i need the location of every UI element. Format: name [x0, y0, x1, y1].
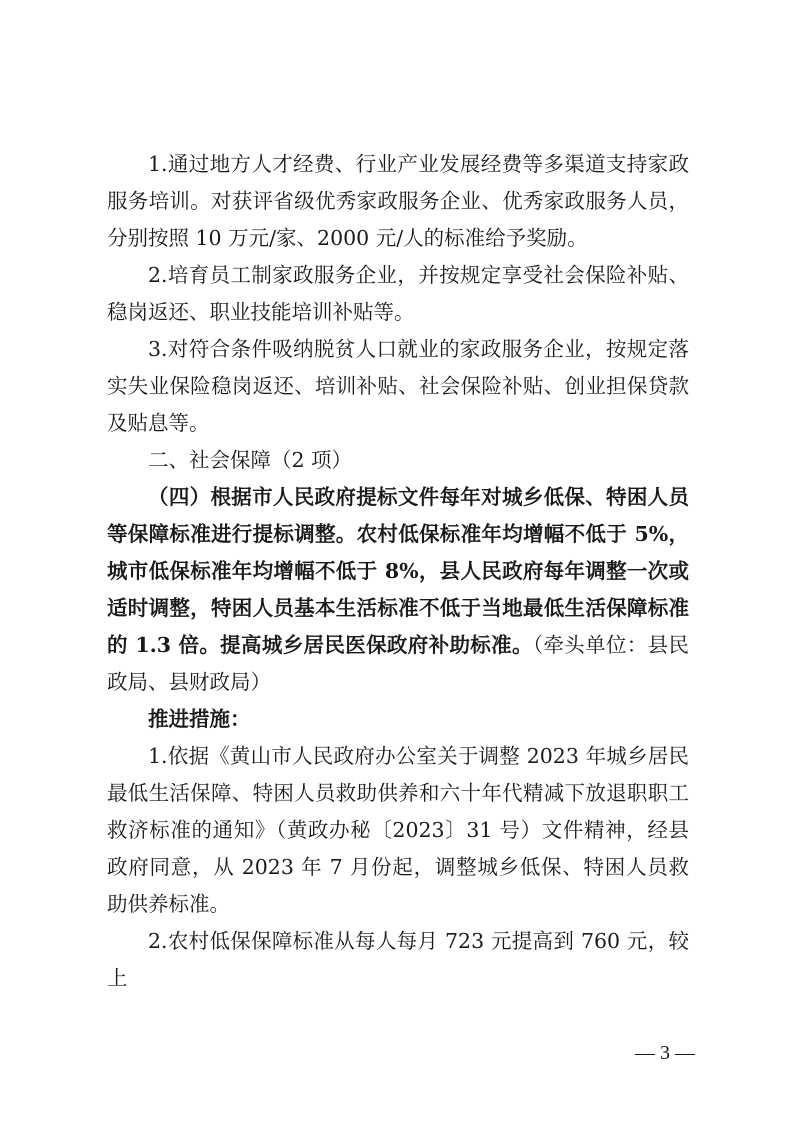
paragraph: 3.对符合条件吸纳脱贫人口就业的家政服务企业，按规定落实失业保险稳岗返还、培训补贴、社会保险补贴、创业担保贷款及贴息等。: [107, 337, 689, 435]
item-four-paragraph: [107, 479, 689, 701]
page-number: — 3 —: [635, 1042, 695, 1064]
paragraph-list-b: [107, 738, 689, 997]
item-four-lead-units: （牵头单位：县民政局、县财政局）: [107, 633, 689, 694]
paragraph: 2.农村低保保障标准从每人每月 723 元提高到 760 元，较上: [107, 929, 689, 990]
item-four-bold-text: （四）根据市人民政府提标文件每年对城乡低保、特困人员等保障标准进行提标调整。农村低保标准年均增幅不低于 5%，城市低保标准年均增幅不低于 8%，县人民政府每年调整一次或适时调整，特困人员基本生活标准不低于当地最低生活保障标准的 1.3 倍。提高城乡居民医保政府补助标准。: [107, 485, 689, 657]
document-body: [107, 146, 689, 997]
paragraph: 1.依据《黄山市人民政府办公室关于调整 2023 年城乡居民最低生活保障、特困人员救助供养和六十年代精减下放退职职工救济标准的通知》（黄政办秘〔2023〕31 号）文件精神，经县政府同意，从 2023 年 7 月份起，调整城乡低保、特困人员救助供养标准。: [107, 744, 689, 916]
section-heading: 二、社会保障（2 项）: [148, 448, 353, 472]
paragraph: 1.通过地方人才经费、行业产业发展经费等多渠道支持家政服务培训。对获评省级优秀家政服务企业、优秀家政服务人员，分别按照 10 万元/家、2000 元/人的标准给予奖励。: [107, 152, 689, 250]
paragraph: 2.培育员工制家政服务企业，并按规定享受社会保险补贴、稳岗返还、职业技能培训补贴等。: [107, 263, 689, 324]
measures-heading: 推进措施：: [148, 707, 251, 731]
paragraph-list-a: [107, 146, 689, 442]
